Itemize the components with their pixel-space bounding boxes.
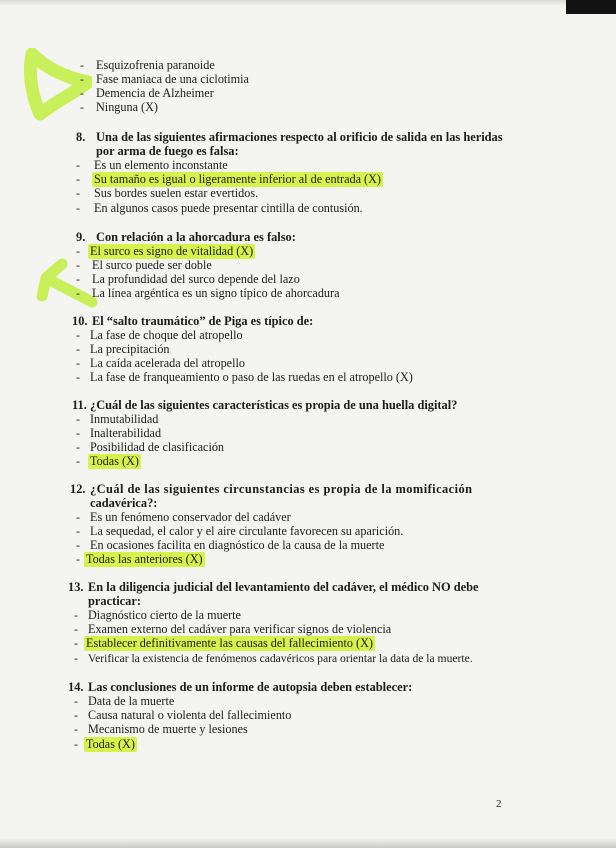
option: Examen externo del cadáver para verificar signos de violencia [88,622,392,636]
option: Sus bordes suelen estar evertidos. [94,186,259,200]
option-correct: Todas las anteriores (X) [86,552,203,566]
option: Mecanismo de muerte y lesiones [88,722,248,736]
bullet-dash: - [76,342,80,356]
option-correct: Todas (X) [86,737,135,751]
question-title: ¿Cuál de las siguientes circunstancias es propia de la momificación [90,482,473,496]
option: Verificar la existencia de fenómenos cadavéricos para orientar la data de la muerte. [88,652,473,665]
bullet-dash: - [76,201,80,215]
question-number: 11. [72,398,87,412]
question-title: ¿Cuál de las siguientes características es propia de una huella digital? [90,398,458,412]
option: Inmutabilidad [90,412,159,426]
bullet-dash: - [74,708,78,722]
option-correct: Su tamaño es igual o ligeramente inferior al de entrada (X) [94,172,381,186]
option-correct: El surco es signo de vitalidad (X) [90,244,254,258]
question-number: 9. [76,230,86,244]
question-number: 10. [72,314,88,328]
bullet-dash: - [74,608,78,622]
page-number: 2 [496,798,502,810]
option: Inalterabilidad [90,426,162,440]
option: La precipitación [90,342,170,356]
option-correct: Establecer definitivamente las causas del fallecimiento (X) [86,636,373,650]
bullet-dash: - [80,72,84,86]
option: En algunos casos puede presentar cintilla de contusión. [94,201,363,215]
bullet-dash: - [76,412,80,426]
question-title: El “salto traumático” de Piga es típico de: [92,314,314,328]
bullet-dash: - [74,694,78,708]
bullet-dash: - [76,272,80,286]
option: Es un elemento inconstante [94,158,228,172]
bullet-dash: - [76,356,80,370]
option: La sequedad, el calor y el aire circulante favorecen su aparición. [90,524,404,538]
bullet-dash: - [74,722,78,736]
option: Ninguna (X) [96,100,158,114]
option: Data de la muerte [88,694,175,708]
bullet-dash: - [74,636,78,650]
option: La fase de franqueamiento o paso de las ruedas en el atropello (X) [90,370,413,384]
option: Es un fenómeno conservador del cadáver [90,510,291,524]
question-title: En la diligencia judicial del levantamiento del cadáver, el médico NO debe [88,580,479,594]
question-title: Con relación a la ahorcadura es falso: [96,230,296,244]
page-bottom-edge [0,838,616,848]
option: La caída acelerada del atropello [90,356,245,370]
option: En ocasiones facilita en diagnóstico de la causa de la muerte [90,538,385,552]
option: Diagnóstico cierto de la muerte [88,608,241,622]
bullet-dash: - [76,552,80,566]
bullet-dash: - [76,538,80,552]
bullet-dash: - [76,328,80,342]
bullet-dash: - [74,622,78,636]
question-title: por arma de fuego es falsa: [96,144,239,158]
bullet-dash: - [76,454,80,468]
bullet-dash: - [76,158,80,172]
question-number: 14. [68,680,84,694]
question-number: 13. [68,580,84,594]
question-number: 12. [70,482,86,496]
option: La fase de choque del atropello [90,328,243,342]
bullet-dash: - [76,186,80,200]
option: Esquizofrenia paranoide [96,58,215,72]
option: La profundidad del surco depende del lazo [92,272,300,286]
bullet-dash: - [80,86,84,100]
question-number: 8. [76,130,86,144]
bullet-dash: - [76,258,80,272]
scan-corner-mark [566,0,616,14]
question-title: practicar: [88,594,141,608]
option: Fase maniaca de una ciclotimia [96,72,249,86]
page-top-edge [0,0,616,6]
bullet-dash: - [76,172,80,186]
option: La línea argéntica es un signo típico de ahorcadura [92,286,340,300]
bullet-dash: - [76,370,80,384]
question-title: cadavérica?: [90,496,158,510]
question-title: Las conclusiones de un informe de autopsia deben establecer: [88,680,413,694]
question-title: Una de las siguientes afirmaciones respecto al orificio de salida en las heridas [96,130,503,144]
option: Causa natural o violenta del fallecimiento [88,708,292,722]
bullet-dash: - [76,426,80,440]
bullet-dash: - [76,510,80,524]
bullet-dash: - [74,651,78,665]
option: Posibilidad de clasificación [90,440,225,454]
option-correct: Todas (X) [90,454,139,468]
bullet-dash: - [74,737,78,751]
option: Demencia de Alzheimer [96,86,214,100]
bullet-dash: - [76,244,80,258]
bullet-dash: - [76,524,80,538]
bullet-dash: - [80,100,84,114]
option: El surco puede ser doble [92,258,212,272]
bullet-dash: - [76,286,80,300]
bullet-dash: - [80,58,84,72]
bullet-dash: - [76,440,80,454]
